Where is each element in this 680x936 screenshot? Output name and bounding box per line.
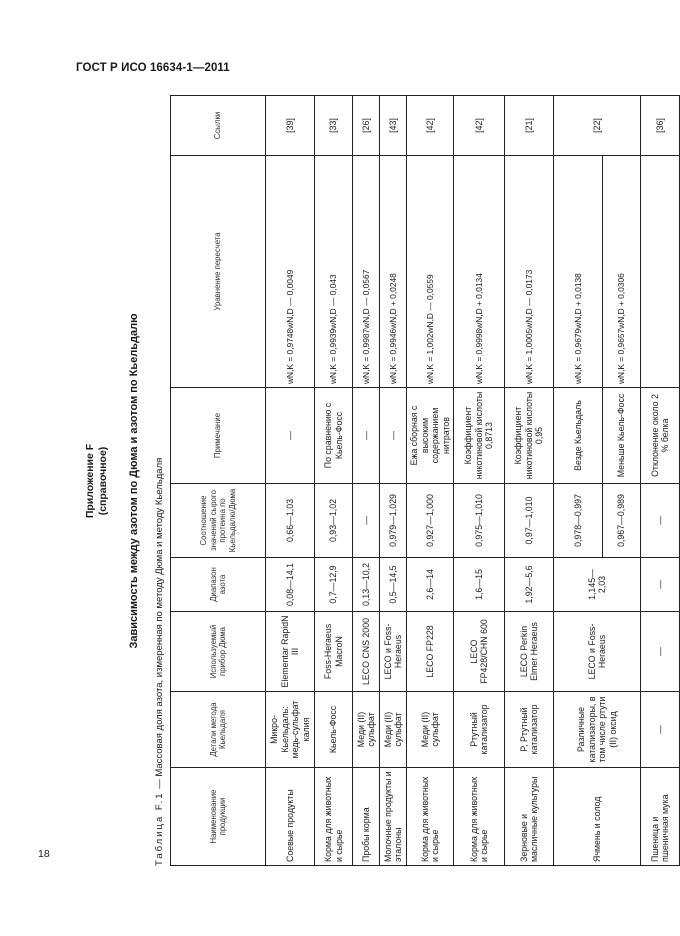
- cell-equation: wN,K = 0,9998wN,D + 0,0134: [454, 156, 505, 388]
- cell-instrument: —: [641, 612, 680, 692]
- cell-ref: [22]: [554, 96, 641, 156]
- cell-product: Корма для животных и сырье: [454, 768, 505, 866]
- cell-ratio: 0,66—1,03: [266, 484, 315, 558]
- col-header-note: Примечание: [171, 388, 266, 484]
- cell-ref: [26]: [353, 96, 380, 156]
- cell-note: Отклонение около 2 % белка: [641, 388, 680, 484]
- cell-product: Зерновые и масличные культуры: [505, 768, 554, 866]
- col-header-instrument: Используемый прибор Дюма: [171, 612, 266, 692]
- col-header-equation: Уравнение пересчета: [171, 156, 266, 388]
- cell-kjeldahl: Меди (II) сульфат: [407, 692, 454, 768]
- cell-range: 2,6—14: [407, 558, 454, 612]
- appendix-heading: [84, 96, 110, 866]
- cell-kjeldahl: Меди (II) сульфат: [353, 692, 380, 768]
- cell-ratio: 0,979—1,029: [380, 484, 407, 558]
- cell-product: Ячмень и солод: [554, 768, 641, 866]
- cell-kjeldahl: Кьель-Фосс: [315, 692, 353, 768]
- cell-instrument: LECO CNS 2000: [353, 612, 380, 692]
- table-caption-prefix: Таблица F.1: [154, 791, 165, 866]
- rotated-page-content: [84, 96, 670, 866]
- cell-equation: wN,K = 0,9748wN,D — 0,0049: [266, 156, 315, 388]
- cell-ratio: —: [641, 484, 680, 558]
- cell-instrument: LECO и Foss-Heraeus: [380, 612, 407, 692]
- cell-ref: [42]: [407, 96, 454, 156]
- col-header-ratio: Соотношение значений сырого протеина по Кьельдалю/Дюма: [171, 484, 266, 558]
- table-row: [315, 96, 353, 866]
- table-row: [353, 96, 380, 866]
- cell-instrument: Foss-Heraeus MacroN: [315, 612, 353, 692]
- cell-ref: [36]: [641, 96, 680, 156]
- cell-kjeldahl: Различные катализаторы, в том числе ртути (II) оксид: [554, 692, 641, 768]
- conversion-table: [170, 95, 680, 866]
- cell-equation: wN,K = 0,9987wN,D — 0,0567: [353, 156, 380, 388]
- appendix-title: Приложение F: [84, 443, 96, 519]
- col-header-kjeldahl: Детали метода Кьельдаля: [171, 692, 266, 768]
- cell-product: Пшеница и пшеничная мука: [641, 768, 680, 866]
- cell-ratio: 0,967—0,989: [603, 484, 641, 558]
- cell-ratio: 0,97—1,010: [505, 484, 554, 558]
- table-row: [407, 96, 454, 866]
- cell-note: Меньше Кьель-Фосс: [603, 388, 641, 484]
- cell-product: Корма для животных и сырье: [407, 768, 454, 866]
- cell-ratio: 0,927—1,000: [407, 484, 454, 558]
- table-row: [454, 96, 505, 866]
- cell-range: 1,6—15: [454, 558, 505, 612]
- cell-range: 1,92—5,6: [505, 558, 554, 612]
- cell-range: 0,13—10,2: [353, 558, 380, 612]
- cell-product: Корма для животных и сырье: [315, 768, 353, 866]
- col-header-product: Наименование продукции: [171, 768, 266, 866]
- table-row: [266, 96, 315, 866]
- cell-note: —: [266, 388, 315, 484]
- cell-note: Коэффициент никотиновой кислоты 0,95: [505, 388, 554, 484]
- cell-range: 0,5—14,5: [380, 558, 407, 612]
- cell-note: Коэффициент никотиновой кислоты 0,8713: [454, 388, 505, 484]
- standard-header: ГОСТ Р ИСО 16634-1—2011: [76, 62, 230, 74]
- cell-instrument: LECO FP228: [407, 612, 454, 692]
- col-header-refs: Ссылки: [171, 96, 266, 156]
- cell-ratio: 0,93—1,02: [315, 484, 353, 558]
- table-caption: [154, 458, 165, 866]
- cell-ref: [33]: [315, 96, 353, 156]
- cell-instrument: LECO FP428/CHN 600: [454, 612, 505, 692]
- cell-range: —: [641, 558, 680, 612]
- table-row: [554, 96, 603, 866]
- cell-kjeldahl: Микро-Кьельдаль: медь-сульфат калия: [266, 692, 315, 768]
- cell-equation: wN,K = 0,9657wN,D + 0,0306: [603, 156, 641, 388]
- cell-instrument: Elementar RapidN III: [266, 612, 315, 692]
- cell-equation: [641, 156, 680, 388]
- col-header-range: Диапазон азота: [171, 558, 266, 612]
- cell-note: По сравнению с Кьель-Фосс: [315, 388, 353, 484]
- cell-equation: wN,K = 1,002wN,D — 0,0559: [407, 156, 454, 388]
- cell-ratio: 0,975—1,010: [454, 484, 505, 558]
- cell-equation: wN,K = 1,0005wN,D — 0,0173: [505, 156, 554, 388]
- cell-note: Ежа сборная с высоким содержанием нитратов: [407, 388, 454, 484]
- cell-product: Пробы корма: [353, 768, 380, 866]
- cell-kjeldahl: Меди (II) сульфат: [380, 692, 407, 768]
- cell-ref: [21]: [505, 96, 554, 156]
- cell-ref: [42]: [454, 96, 505, 156]
- cell-note: —: [380, 388, 407, 484]
- page-number: 18: [38, 848, 50, 860]
- table-row: [505, 96, 554, 866]
- cell-kjeldahl: Ртутный катализатор: [454, 692, 505, 768]
- cell-range: 0,08—14,1: [266, 558, 315, 612]
- section-title: Зависимость между азотом по Дюма и азотом по Кьельдалю: [128, 313, 140, 649]
- cell-product: Молочные продукты и эталоны: [380, 768, 407, 866]
- cell-ratio: 0,978—0,997: [554, 484, 603, 558]
- cell-ref: [43]: [380, 96, 407, 156]
- cell-equation: wN,K = 0,9939wN,D — 0,043: [315, 156, 353, 388]
- table-header-row: [171, 96, 266, 866]
- cell-range: 1,145—2,03: [554, 558, 641, 612]
- cell-ratio: —: [353, 484, 380, 558]
- cell-product: Соевые продукты: [266, 768, 315, 866]
- cell-equation: wN,K = 0,9679wN,D + 0,0138: [554, 156, 603, 388]
- cell-instrument: LECO и Foss-Heraeus: [554, 612, 641, 692]
- cell-kjeldahl: P, Ртутный катализатор: [505, 692, 554, 768]
- table-row: [380, 96, 407, 866]
- cell-note: Везде Кьельдаль: [554, 388, 603, 484]
- cell-ref: [39]: [266, 96, 315, 156]
- cell-instrument: LECO Perkin Elmer Heraeus: [505, 612, 554, 692]
- cell-range: 0,7—12,9: [315, 558, 353, 612]
- appendix-subtitle: (справочное): [97, 446, 109, 516]
- table-row: [641, 96, 680, 866]
- table-caption-text: — Массовая доля азота, измеренная по методу Дюма и методу Кьельдаля: [154, 457, 165, 792]
- cell-kjeldahl: —: [641, 692, 680, 768]
- cell-note: —: [353, 388, 380, 484]
- cell-equation: wN,K = 0,9946wN,D + 0,0248: [380, 156, 407, 388]
